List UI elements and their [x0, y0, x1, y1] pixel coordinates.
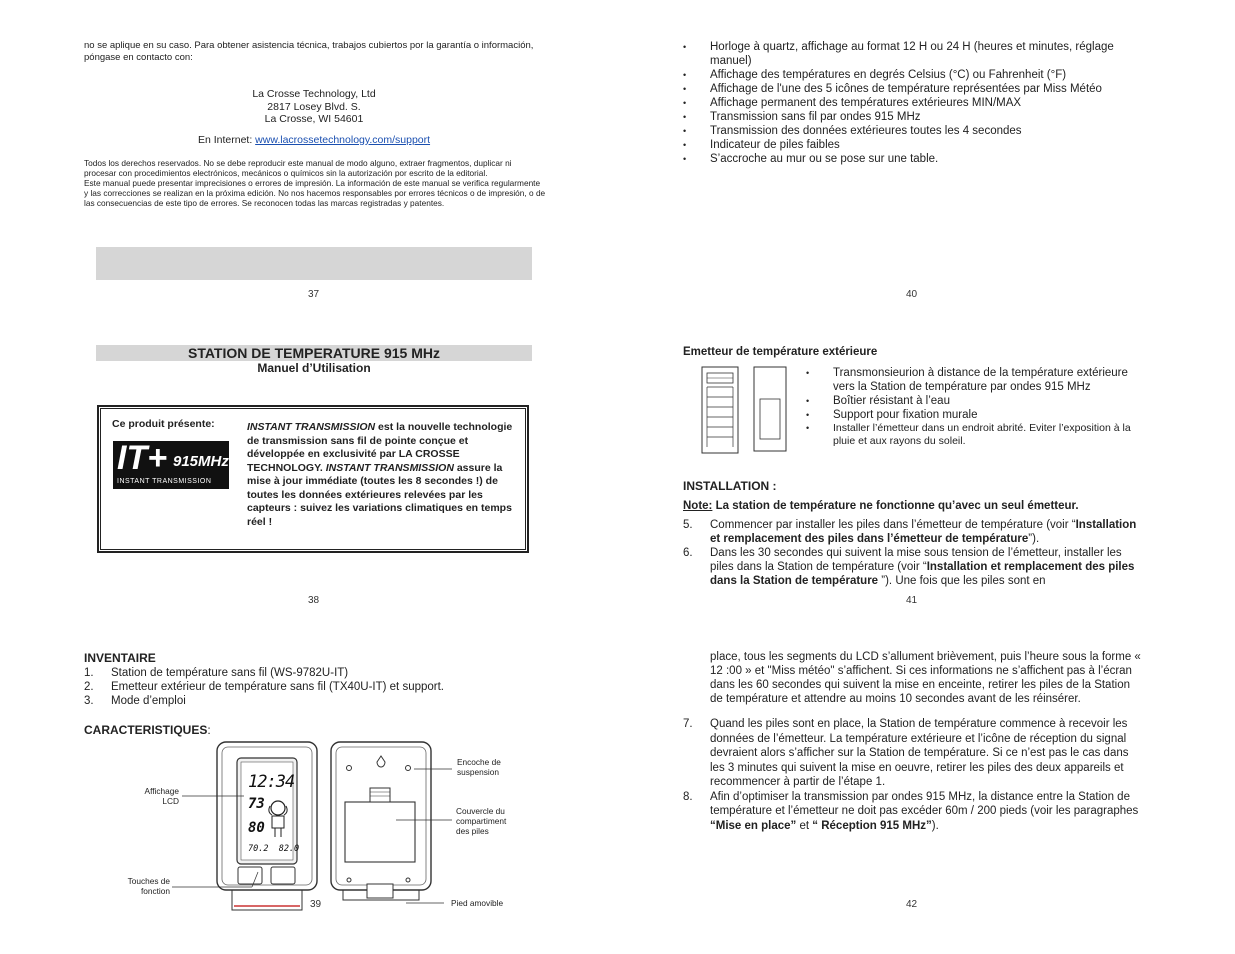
list-item: • Indicateur de piles faibles: [683, 138, 1143, 152]
it-logo-text: IT+: [117, 441, 168, 477]
it-brand-2: INSTANT TRANSMISSION: [325, 461, 454, 474]
list-item: • Transmonsieurion à distance de la température extérieure vers la Station de température par ondes 915 MHz: [806, 366, 1146, 394]
support-link[interactable]: www.lacrossetechnology.com/support: [255, 134, 431, 146]
it-logo-caption: INSTANT TRANSMISSION: [117, 478, 212, 485]
legal-text-1: Todos los derechos reservados. No se debe reproducir este manual de modo alguno, extraer fragmentos, duplicar ni procesar con procedimientos electrónicos, mecánicos o químicos sin la autorización por escrito de la editorial.: [84, 158, 512, 178]
list-item: 8. Afin d’optimiser la transmission par ondes 915 MHz, la distance entre la Station de température et l’émetteur ne doit pas excéder 60m / 200 pieds (voir les paragraphes “Mise en place” et “ Réception 915 MHz”).: [683, 790, 1139, 832]
feature-text-1: est la nouvelle technologie de transmission sans fil de pointe conçue et développée en exclusivité par LA CROSSE TECHNOLOGY.: [247, 421, 513, 474]
company-city: La Crosse, WI 54601: [264, 113, 364, 125]
page-number-37: 37: [308, 289, 320, 300]
list-item: • Boîtier résistant à l’eau: [806, 394, 1146, 408]
page-number-41: 41: [906, 595, 918, 606]
feature-text-2: assure la mise à jour immédiate (toutes les 8 secondes !) de toutes les données extérieures relevées par les capteurs : suivez les variations climatiques en temps réel !: [247, 461, 512, 528]
list-item: • Support pour fixation murale: [806, 408, 1146, 422]
list-item: 5. Commencer par installer les piles dans l’émetteur de température (voir “Installation et remplacement des piles dans l’émetteur de température”).: [683, 519, 1137, 545]
note-text: La station de température ne fonctionne qu’avec un seul émetteur.: [712, 500, 1079, 512]
list-item: • Horloge à quartz, affichage au format 12 H ou 24 H (heures et minutes, réglage manuel): [683, 40, 1143, 68]
label-removable-foot: Pied amovible: [451, 898, 504, 908]
label-lcd: Affichage LCD: [144, 786, 179, 806]
list-item: 7. Quand les piles sont en place, la Station de température commence à recevoir les données de l’émetteur. La température extérieure et l’icône de réception du signal devraient alors s’afficher sur la Station de température. Si ce n’est pas le cas dans les 3 minutes qui suivent la mise en oeuvre, retirer les piles des deux appareils et recommencer à partir de l’étape 1.: [683, 718, 1129, 788]
it-logo-mhz: 915MHz: [173, 453, 229, 470]
lcd-time: 12:34: [248, 772, 295, 792]
p37-intro: no se aplique en su caso. Para obtener asistencia técnica, trabajos cubiertos por la garantía o información, póngase en contacto con:: [84, 40, 534, 63]
p40-feature-list: [683, 40, 1143, 166]
note-label: Note:: [683, 500, 713, 512]
company-street: 2817 Losey Blvd. S.: [267, 100, 361, 113]
list-item: • Installer l’émetteur dans un endroit abrité. Eviter l’exposition à la pluie et aux rayons du soleil.: [806, 422, 1146, 448]
list-item: • Transmission des données extérieures toutes les 4 secondes: [683, 124, 1143, 138]
page-number-39: 39: [310, 899, 322, 910]
installation-steps-cont: [683, 717, 1145, 833]
it-brand-1: INSTANT TRANSMISSION: [247, 421, 376, 433]
page-title: STATION DE TEMPERATURE 915 MHz: [187, 345, 441, 361]
installation-note: [683, 499, 1143, 513]
transmitter-features: [806, 366, 1146, 448]
features-heading: CARACTERISTIQUES:: [84, 723, 211, 737]
list-item: 6. Dans les 30 secondes qui suivent la mise sous tension de l’émetteur, installer les piles dans la Station de température (voir “Installation et remplacement des piles dans la Station de température ”). Une fois que les piles sont en: [683, 547, 1135, 587]
list-item: 2. Emetteur extérieur de température sans fil (TX40U-IT) et support.: [84, 681, 444, 693]
list-item: • S’accroche au mur ou se pose sur une table.: [683, 152, 1143, 166]
step-6-continued: place, tous les segments du LCD s’allument brièvement, puis l’heure sous la forme « 12 :00 » et "Miss météo" s’affichent. Si ces informations ne s’affichent pas à l’écran dans les 60 secondes qui suivent la mise en enceinte, retirer les piles de la Station de température et attendre au moins 10 secondes avant de les réinsérer.: [710, 651, 1141, 705]
transmitter-svg: [700, 365, 790, 455]
list-item: • Affichage des températures en degrés Celsius (°C) ou Fahrenheit (°F): [683, 68, 1143, 82]
transmitter-illustration: [700, 365, 790, 455]
list-item: 3. Mode d’emploi: [84, 695, 186, 707]
installation-heading: INSTALLATION :: [683, 479, 777, 493]
list-item: • Affichage de l'une des 5 icônes de température représentées par Miss Météo: [683, 82, 1143, 96]
label-hanging-notch: Encoche de suspension: [457, 757, 501, 777]
internet-label: En Internet:: [197, 134, 256, 146]
label-battery-cover: Couvercle du compartiment des piles: [456, 806, 507, 836]
page-number-38: 38: [308, 595, 320, 606]
transmitter-heading: Emetteur de température extérieure: [683, 346, 878, 358]
lcd-bottom: 70.2 82.0: [248, 844, 300, 854]
lcd-temp-2: 80: [248, 820, 265, 836]
feature-box-label: Ce produit présente:: [112, 418, 215, 430]
installation-steps: [683, 518, 1145, 588]
list-item: 1. Station de température sans fil (WS-9782U-IT): [84, 667, 349, 679]
list-item: • Affichage permanent des températures extérieures MIN/MAX: [683, 96, 1143, 110]
legal-text-2: Este manual puede presentar imprecisiones o errores de impresión. La información de este manual se verifica regularmente y las correcciones se realizan en la próxima edición. No nos hacemos responsables por errores técnicos o de impresión, o de las consecuencias de este tipo de errores. Se reconocen todas las marcas registradas y patentes.: [84, 178, 546, 208]
label-function-keys: Touches de fonction: [127, 876, 170, 896]
page-subtitle: Manuel d’Utilisation: [257, 361, 371, 375]
list-item: • Transmission sans fil par ondes 915 MHz: [683, 110, 1143, 124]
company-name: La Crosse Technology, Ltd: [252, 88, 376, 100]
page-number-42: 42: [906, 899, 918, 910]
page-number-40: 40: [906, 289, 918, 300]
lcd-temp-1: 73: [248, 796, 265, 812]
inventory-heading: INVENTAIRE: [84, 651, 156, 665]
